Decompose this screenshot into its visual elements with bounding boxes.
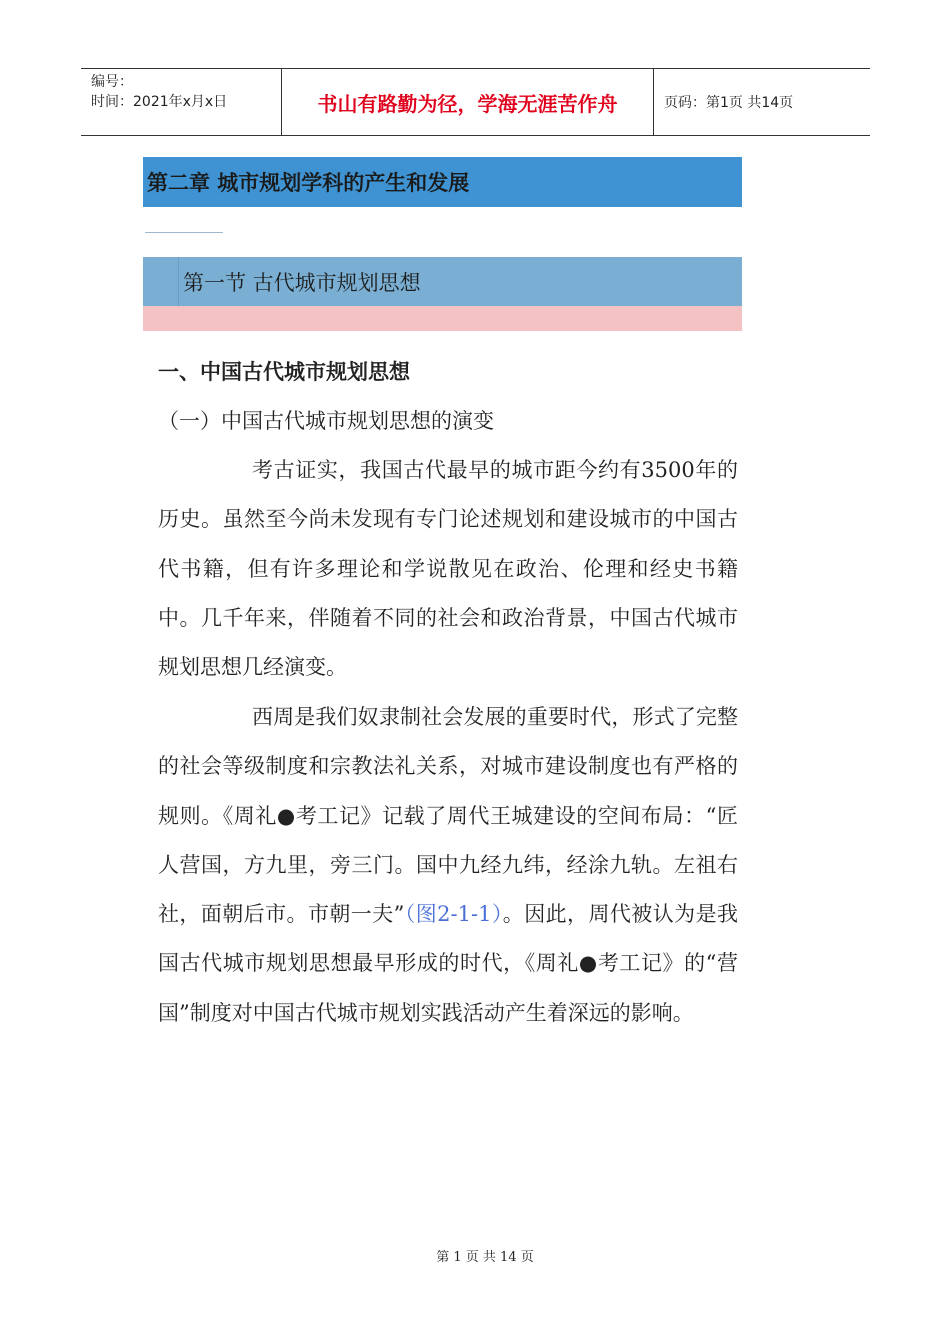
paragraph-2-part1: 西周是我们奴隶制社会发展的重要时代，形式了完整的社会等级制度和宗教法礼关系，对城市建设制度也有严格的规则。《周礼●考工记》记载了周代王城建设的空间布局：“匠人营国，方九里，旁三门。国中九经九纬，经涂九轨。左祖右社，面朝后市。市朝一夫” (158, 705, 738, 927)
figure-reference-link[interactable]: （图2-1-1） (404, 902, 503, 927)
page-footer: 第 1 页 共 14 页 (436, 1250, 534, 1265)
chapter-title: 第二章 城市规划学科的产生和发展 (143, 157, 742, 207)
heading-level2: （一）中国古代城市规划思想的演变 (158, 409, 494, 433)
header-page-info: 页码：第1页 共14页 (664, 95, 794, 111)
number-label: 编号： (91, 74, 133, 90)
section-bar (143, 257, 742, 306)
paragraph-2-part2: 。因此，周代被认为是我国古代城市规划思想最早形成的时代，《周礼●考工记》的“营国”制度对中国古代城市规划实践活动产生着深远的影响。 (158, 902, 738, 1025)
section-underbar (143, 306, 742, 331)
section-title: 第一节 古代城市规划思想 (183, 270, 421, 295)
paragraph-2 (158, 693, 738, 1038)
divider (145, 232, 223, 233)
header-meta (81, 69, 282, 135)
paragraph-1: 考古证实，我国古代最早的城市距今约有3500年的历史。虽然至今尚未发现有专门论述规划和建设城市的中国古代书籍，但有许多理论和学说散见在政治、伦理和经史书籍中。几千年来，伴随着不同的社会和政治背景，中国古代城市规划思想几经演变。 (158, 458, 738, 680)
heading-level1: 一、中国古代城市规划思想 (158, 360, 410, 384)
date-label: 时间：2021年x月x日 (91, 94, 228, 110)
header-motto: 书山有路勤为径，学海无涯苦作舟 (282, 69, 654, 135)
section-bar-notch (143, 257, 179, 306)
header-table (81, 68, 870, 136)
